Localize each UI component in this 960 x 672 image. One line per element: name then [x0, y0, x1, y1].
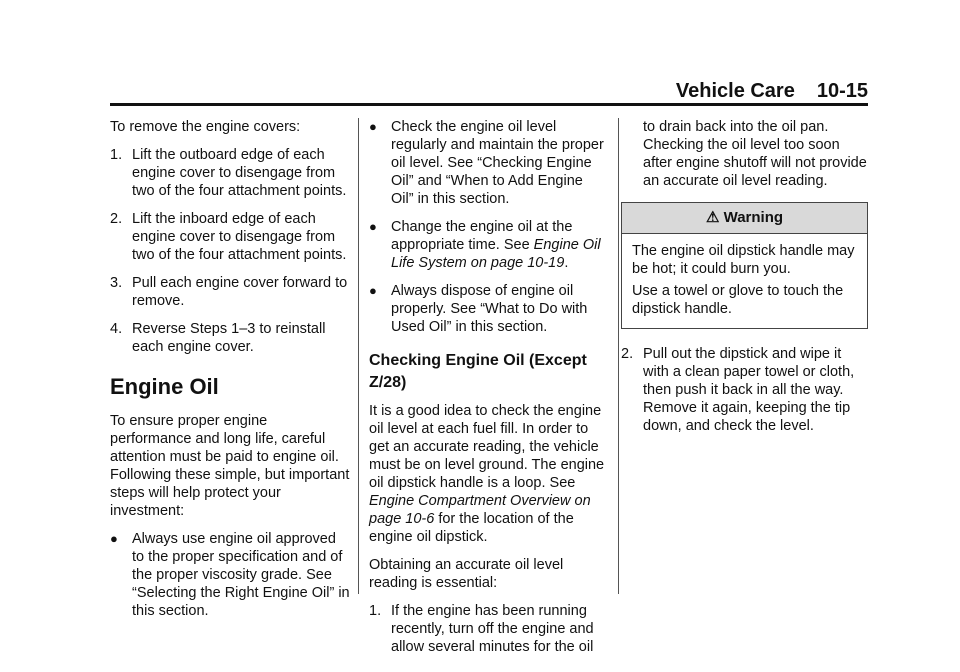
- column-3: [621, 118, 868, 445]
- header-rule: [110, 103, 868, 106]
- bullet-icon: ●: [110, 531, 118, 546]
- section-title: Vehicle Care: [675, 80, 795, 102]
- bullet-item: ● Check the engine oil level regularly and maintain the proper oil level. See “Checking Engine Oil” and “When to Add Engine Oil” in this section.: [369, 119, 604, 207]
- paragraph: Obtaining an accurate oil level reading is essential:: [369, 557, 564, 591]
- bullet-icon: ●: [369, 219, 377, 234]
- warning-box: [621, 202, 868, 329]
- subsection-heading: Checking Engine Oil (Except Z/28): [369, 352, 587, 391]
- warning-title: Warning: [723, 209, 784, 226]
- cross-reference: Engine Compartment Overview on page 10-6: [369, 493, 591, 527]
- paragraph: To ensure proper engine performance and long life, careful attention must be paid to engine oil. Following these simple, but important steps will help protect your investment:: [110, 413, 350, 519]
- paragraph: It is a good idea to check the engine oil level at each fuel fill. In order to get an accurate reading, the vehicle must be on level ground. The engine oil dipstick handle is a loop. See Engine Compartment Overview on page 10-6 for the location of the engine oil dipstick.: [369, 403, 605, 545]
- column-1: [110, 118, 350, 630]
- warning-icon: ⚠: [705, 209, 720, 226]
- list-item-continued: to drain back into the oil pan. Checking the oil level too soon after engine shutoff will not provide an accurate oil level reading.: [643, 119, 867, 189]
- bullet-item: ● Change the engine oil at the appropriate time. See Engine Oil Life System on page 10-19.: [369, 219, 601, 271]
- cross-reference: Engine Oil Life System on page 10-19: [391, 237, 601, 271]
- list-item: 1. Lift the outboard edge of each engine cover to disengage from two of the four attachment points.: [110, 147, 347, 199]
- section-heading: Engine Oil: [110, 374, 219, 399]
- bullet-icon: ●: [369, 283, 377, 298]
- page-number: 10-15: [816, 80, 868, 102]
- column-divider: [618, 118, 619, 594]
- bullet-icon: ●: [369, 119, 377, 134]
- intro-text: To remove the engine covers:: [110, 119, 301, 135]
- list-item: 2. Pull out the dipstick and wipe it with a clean paper towel or cloth, then push it back in all the way. Remove it again, keeping the tip down, and check the level.: [621, 346, 855, 434]
- warning-header: [622, 203, 867, 234]
- bullet-item: ● Always dispose of engine oil properly. See “What to Do with Used Oil” in this section.: [369, 283, 588, 335]
- bullet-item: ● Always use engine oil approved to the proper specification and of the proper viscosity grade. See “Selecting the Right Engine Oil” in this section.: [110, 531, 350, 619]
- list-item: 4. Reverse Steps 1–3 to reinstall each engine cover.: [110, 321, 326, 355]
- list-item: 1. If the engine has been running recently, turn off the engine and allow several minutes for the oil: [369, 603, 594, 655]
- list-item: 2. Lift the inboard edge of each engine cover to disengage from two of the four attachment points.: [110, 211, 347, 263]
- page-header: [110, 80, 868, 104]
- warning-body: The engine oil dipstick handle may be hot; it could burn you. Use a towel or glove to touch the dipstick handle.: [632, 243, 855, 317]
- list-item: 3. Pull each engine cover forward to remove.: [110, 275, 348, 309]
- column-2: [369, 118, 609, 666]
- column-divider: [358, 118, 359, 594]
